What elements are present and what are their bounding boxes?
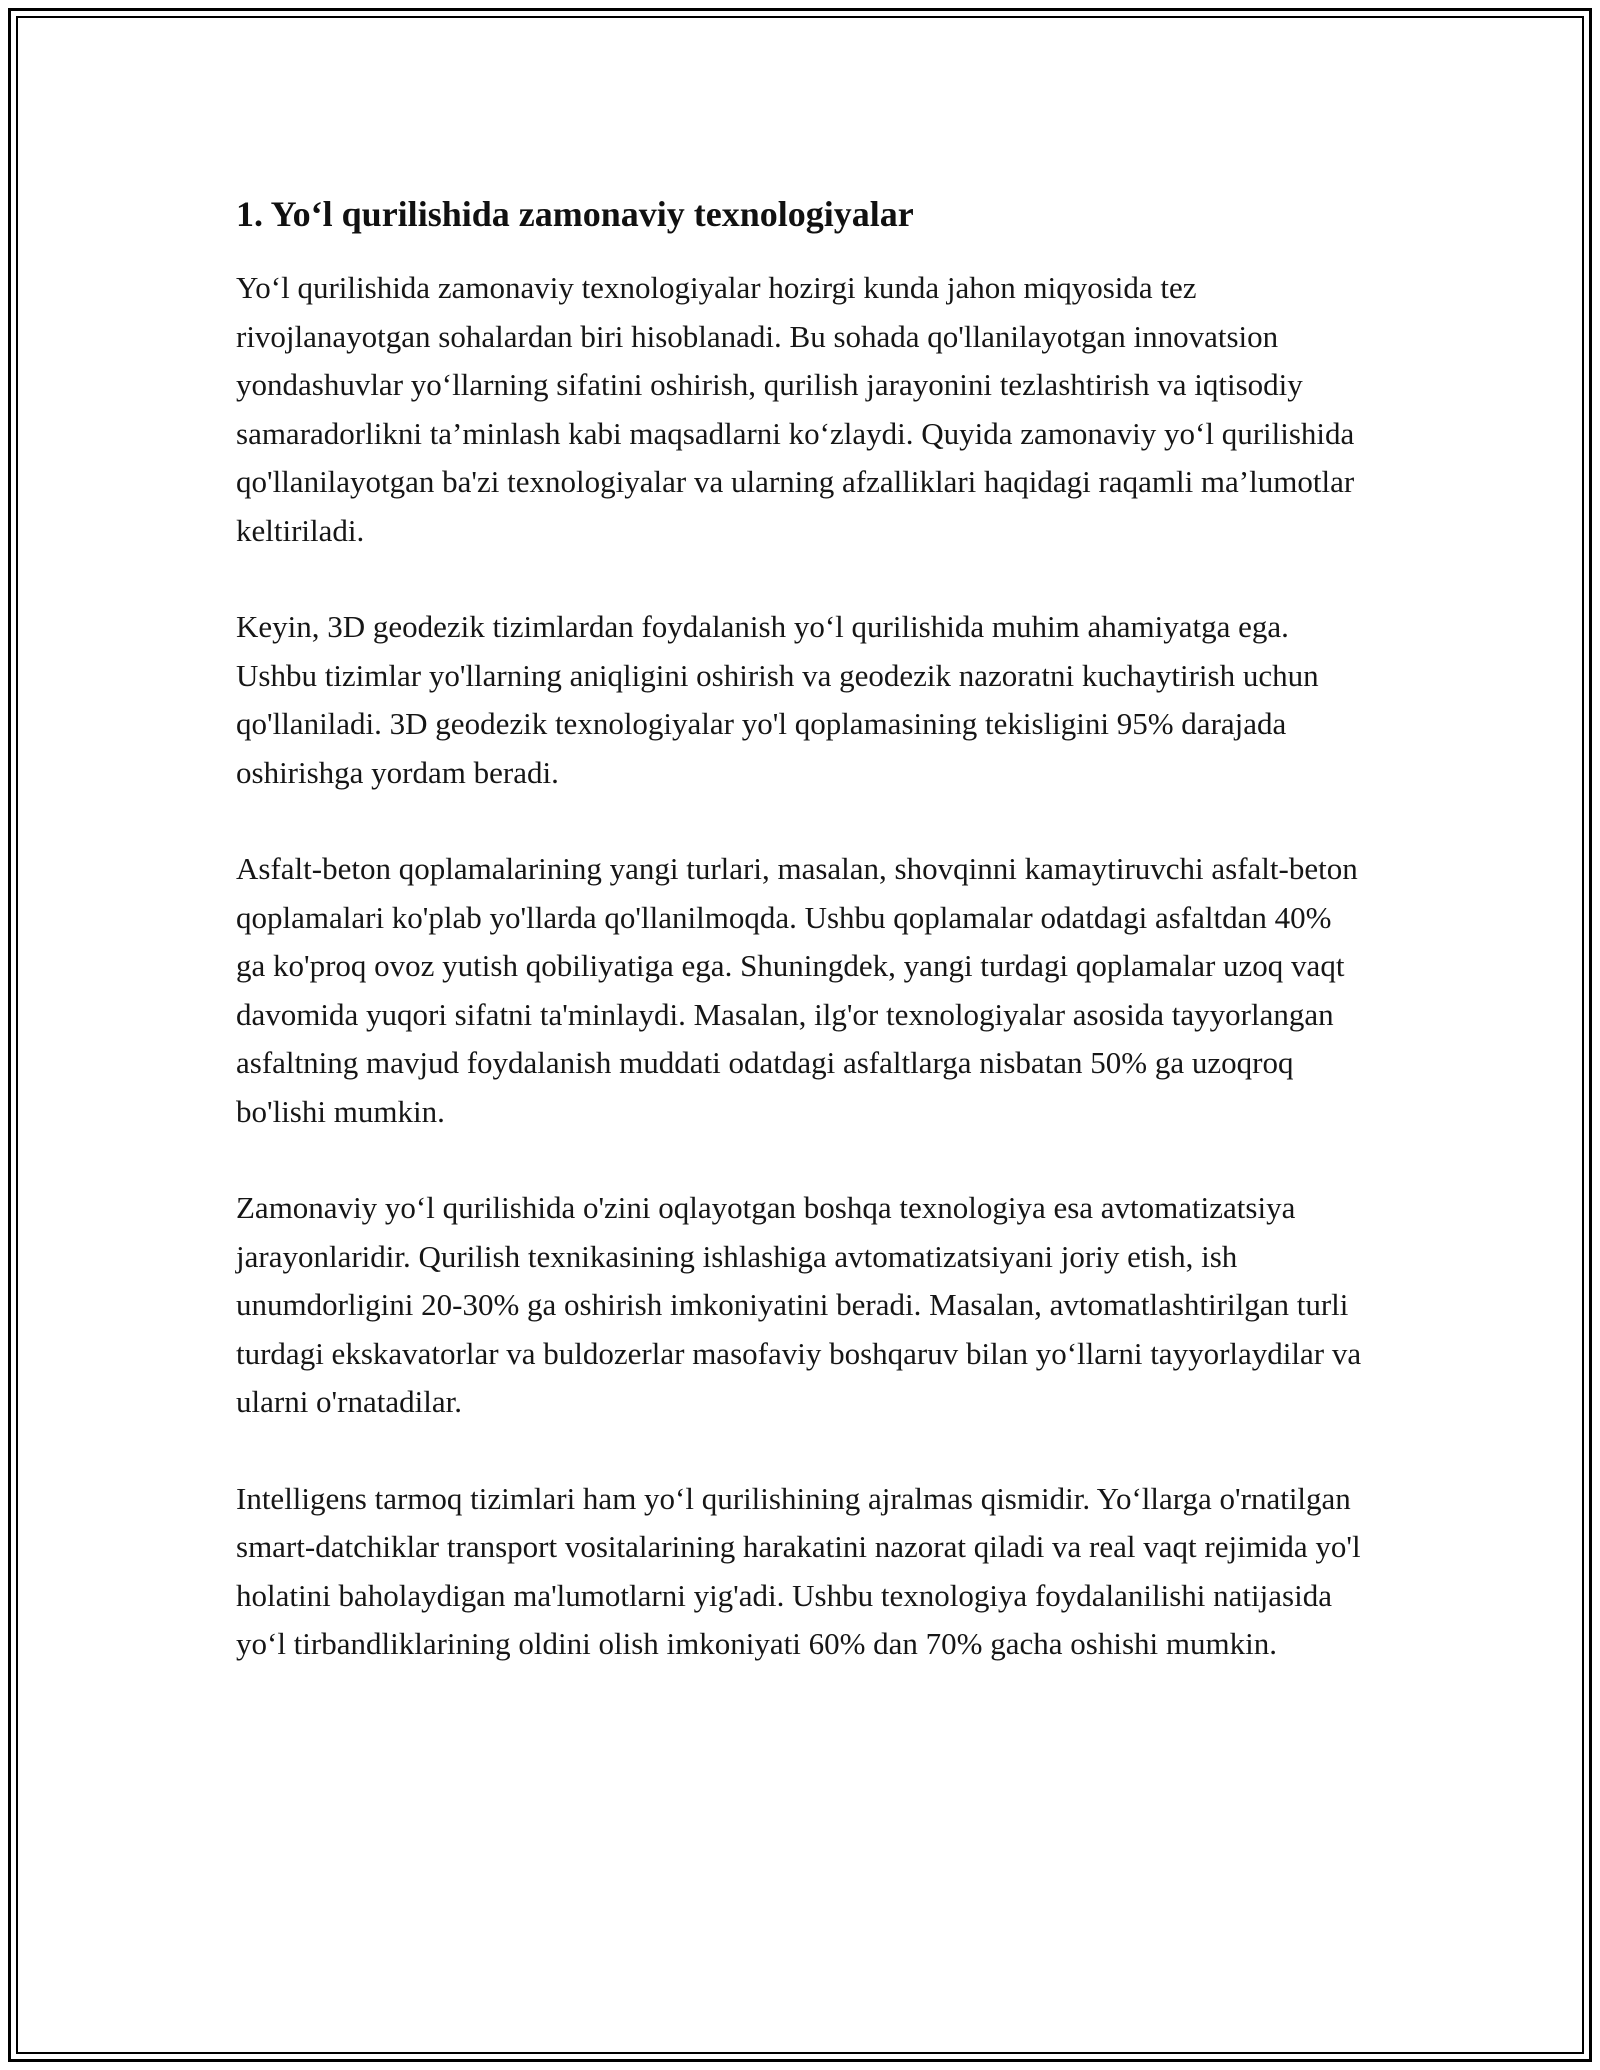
section-heading: 1. Yo‘l qurilishida zamonaviy texnologiyalar bbox=[236, 194, 914, 234]
document-body bbox=[236, 190, 1366, 1669]
paragraph-intro: Yo‘l qurilishida zamonaviy texnologiyalar hozirgi kunda jahon miqyosida tez rivojlanayotgan sohalardan biri hisoblanadi. Bu sohada qo'llanilayotgan innovatsion yondashuvlar yo‘llarning sifatini oshirish, qurilish jarayonini tezlashtirish va iqtisodiy samaradorlikni ta’minlash kabi maqsadlarni ko‘zlaydi. Quyida zamonaviy yo‘l qurilishida qo'llanilayotgan ba'zi texnologiyalar va ularning afzalliklari haqidagi raqamli ma’lumotlar keltiriladi. bbox=[236, 270, 1355, 548]
paragraph-asphalt: Asfalt-beton qoplamalarining yangi turlari, masalan, shovqinni kamaytiruvchi asfalt-beton qoplamalari ko'plab yo'llarda qo'llanilmoqda. Ushbu qoplamalar odatdagi asfaltdan 40% ga ko'proq ovoz yutish qobiliyatiga ega. Shuningdek, yangi turdagi qoplamalar uzoq vaqt davomida yuqori sifatni ta'minlaydi. Masalan, ilg'or texnologiyalar asosida tayyorlangan asfaltning mavjud foydalanish muddati odatdagi asfaltlarga nisbatan 50% ga uzoqroq bo'lishi mumkin. bbox=[236, 851, 1358, 1129]
paragraph-automation: Zamonaviy yo‘l qurilishida o'zini oqlayotgan boshqa texnologiya esa avtomatizatsiya jarayonlaridir. Qurilish texnikasining ishlashiga avtomatizatsiyani joriy etish, ish unumdorligini 20-30% ga oshirish imkoniyatini beradi. Masalan, avtomatlashtirilgan turli turdagi ekskavatorlar va buldozerlar masofaviy boshqaruv bilan yo‘llarni tayyorlaydilar va ularni o'rnatadilar. bbox=[236, 1190, 1362, 1419]
paragraph-3d-geodetic: Keyin, 3D geodezik tizimlardan foydalanish yo‘l qurilishida muhim ahamiyatga ega. Ushbu tizimlar yo'llarning aniqligini oshirish va geodezik nazoratni kuchaytirish uchun qo'llaniladi. 3D geodezik texnologiyalar yo'l qoplamasining tekisligini 95% darajada oshirishga yordam beradi. bbox=[236, 609, 1319, 790]
paragraph-smart-network: Intelligens tarmoq tizimlari ham yo‘l qurilishining ajralmas qismidir. Yo‘llarga o'rnatilgan smart-datchiklar transport vositalarining harakatini nazorat qiladi va real vaqt rejimida yo'l holatini baholaydigan ma'lumotlarni yig'adi. Ushbu texnologiya foydalanilishi natijasida yo‘l tirbandliklarining oldini olish imkoniyati 60% dan 70% gacha oshishi mumkin. bbox=[236, 1480, 1361, 1661]
